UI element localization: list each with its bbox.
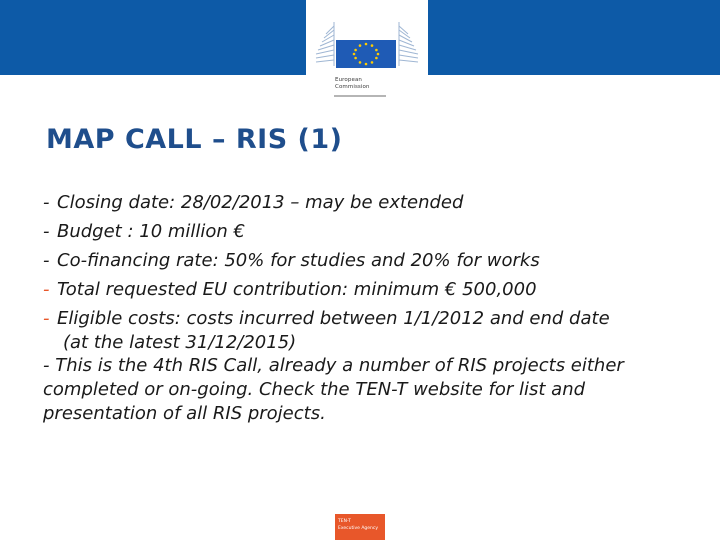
- page-title: MAP CALL – RIS (1): [46, 124, 343, 155]
- bullet-item: [43, 188, 703, 217]
- bullet-dash: -: [43, 221, 50, 242]
- bullet-continuation: (at the latest 31/12/2015): [63, 332, 297, 353]
- bullet-item: [43, 217, 703, 246]
- bullet-text: Co-financing rate: 50% for studies and 20% for works: [57, 250, 540, 271]
- ten-t-executive-agency-logo: [335, 514, 385, 540]
- european-commission-logo: [306, 0, 428, 103]
- bullet-text: Closing date: 28/02/2013 – may be extended: [57, 192, 464, 213]
- footer-logo-line1: TEN-T: [338, 519, 351, 524]
- bullet-dash: -: [43, 279, 50, 300]
- bullet-dash: -: [43, 308, 50, 329]
- bullet-text: Eligible costs: costs incurred between 1/1/2012 and end date: [57, 308, 610, 329]
- footer-logo-line2: Executive Agency: [338, 526, 379, 531]
- logo-text-line1: European: [335, 77, 362, 83]
- closing-paragraph: - This is the 4th RIS Call, already a number of RIS projects either completed or on-going. Check the TEN-T website for list and presentation of all RIS projects.: [43, 355, 624, 424]
- bullet-text: Total requested EU contribution: minimum € 500,000: [57, 279, 537, 300]
- bullet-dash: -: [43, 192, 50, 213]
- bullet-item: [43, 246, 703, 275]
- logo-text-line2: Commission: [335, 84, 370, 90]
- bullet-dash: -: [43, 250, 50, 271]
- bullet-text: Budget : 10 million €: [57, 221, 246, 242]
- bullet-item: [43, 275, 703, 304]
- slide-body: [43, 188, 703, 426]
